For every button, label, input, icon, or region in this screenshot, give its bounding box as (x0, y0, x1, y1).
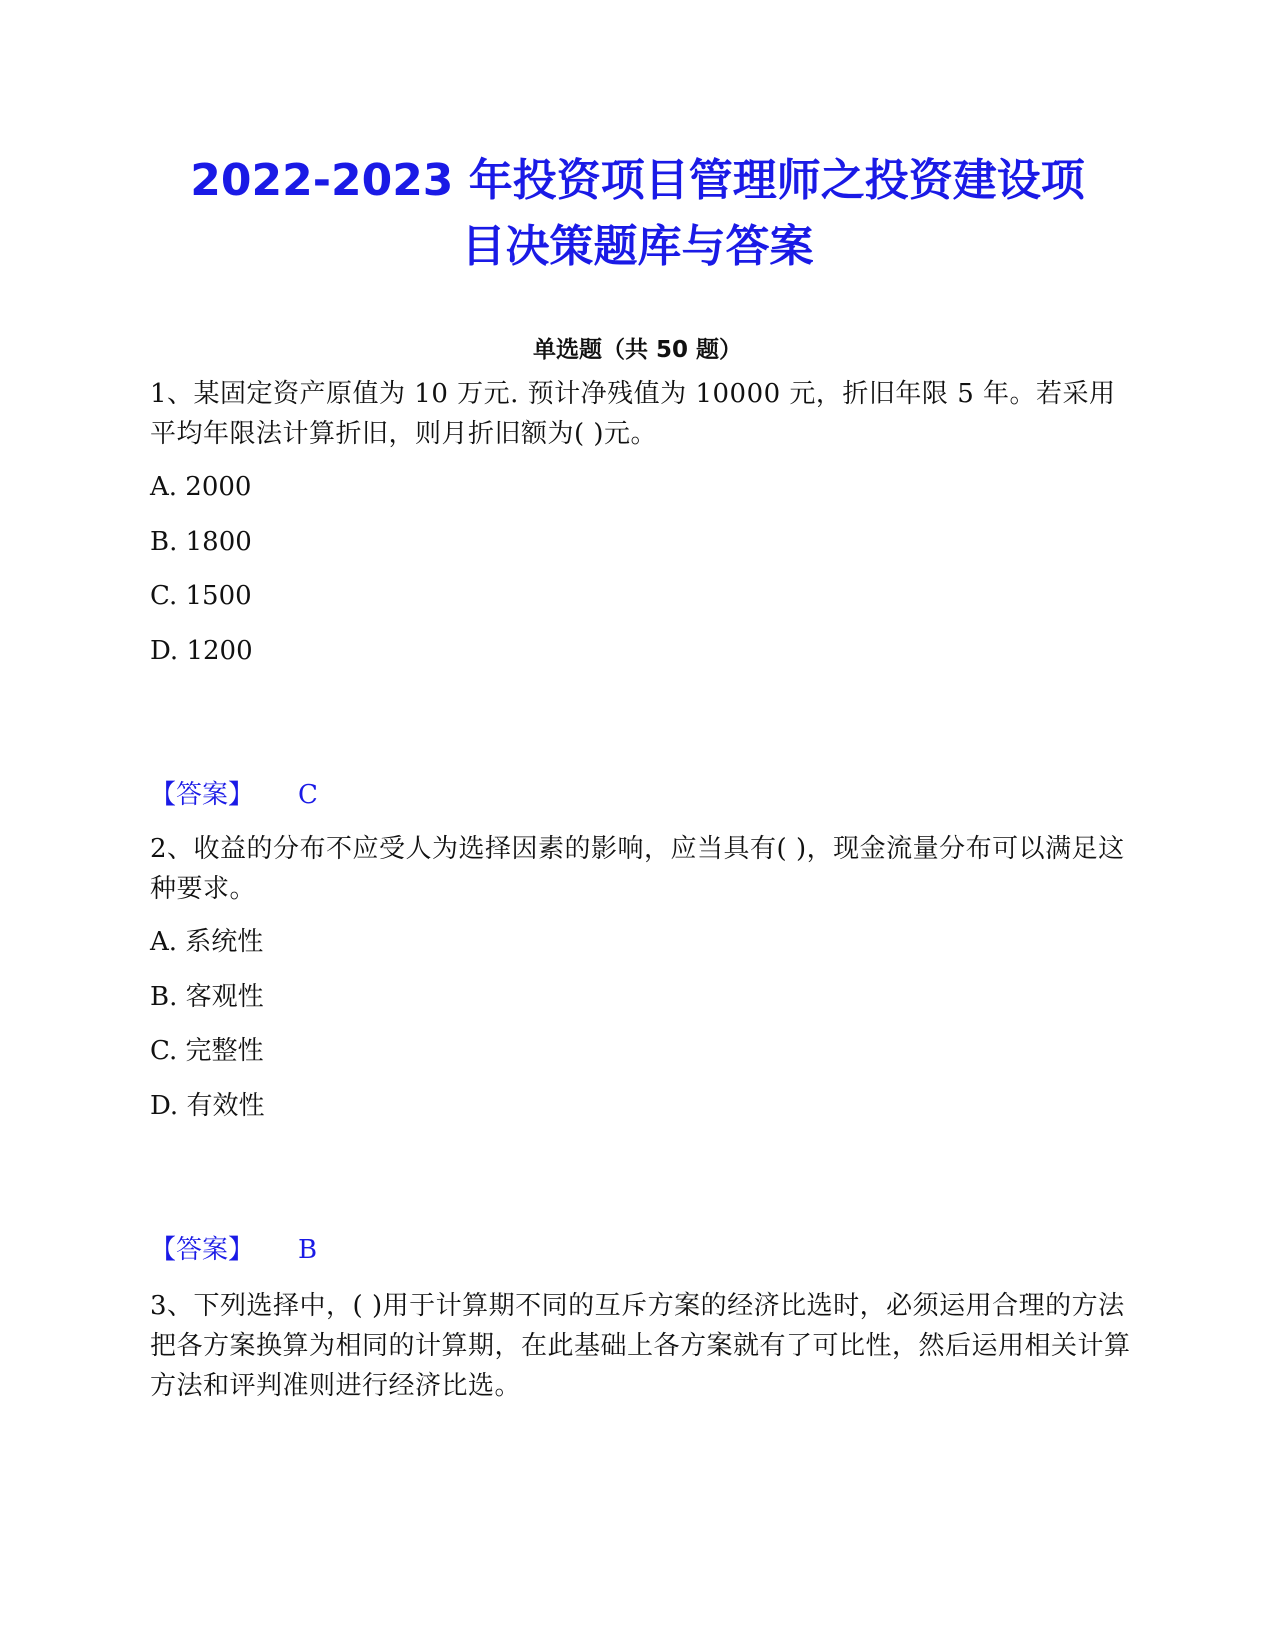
answer-label: 【答案】 (150, 780, 255, 810)
question-1-option-b: B. 1800 (150, 527, 252, 557)
question-1-option-c: C. 1500 (150, 581, 252, 611)
question-2-answer (150, 1232, 317, 1268)
page-title (100, 148, 1175, 280)
question-2-stem: 2、收益的分布不应受人为选择因素的影响，应当具有( )，现金流量分布可以满足这种要求。 (150, 834, 1125, 904)
question-1-option-a: A. 2000 (150, 472, 252, 502)
question-2-option-b: B. 客观性 (150, 982, 264, 1012)
question-2-option-a: A. 系统性 (150, 927, 264, 957)
page-title-line-2: 目决策题库与答案 (461, 221, 814, 272)
answer-value: B (298, 1235, 318, 1265)
answer-label: 【答案】 (150, 1235, 255, 1265)
page-title-line-1: 2022-2023 年投资项目管理师之投资建设项 (190, 155, 1085, 206)
question-2-option-d: D. 有效性 (150, 1091, 265, 1121)
question-1-option-d: D. 1200 (150, 636, 253, 666)
question-3-stem: 3、下列选择中，( )用于计算期不同的互斥方案的经济比选时，必须运用合理的方法把各方案换算为相同的计算期，在此基础上各方案就有了可比性，然后运用相关计算方法和评判准则进行经济比选。 (150, 1291, 1131, 1401)
question-2-option-c: C. 完整性 (150, 1036, 264, 1066)
section-heading: 单选题（共 50 题） (532, 337, 743, 363)
answer-value: C (298, 780, 318, 810)
question-1-stem: 1、某固定资产原值为 10 万元. 预计净残值为 10000 元，折旧年限 5 年。若采用平均年限法计算折旧，则月折旧额为( )元。 (150, 379, 1116, 449)
question-1-answer (150, 777, 318, 813)
